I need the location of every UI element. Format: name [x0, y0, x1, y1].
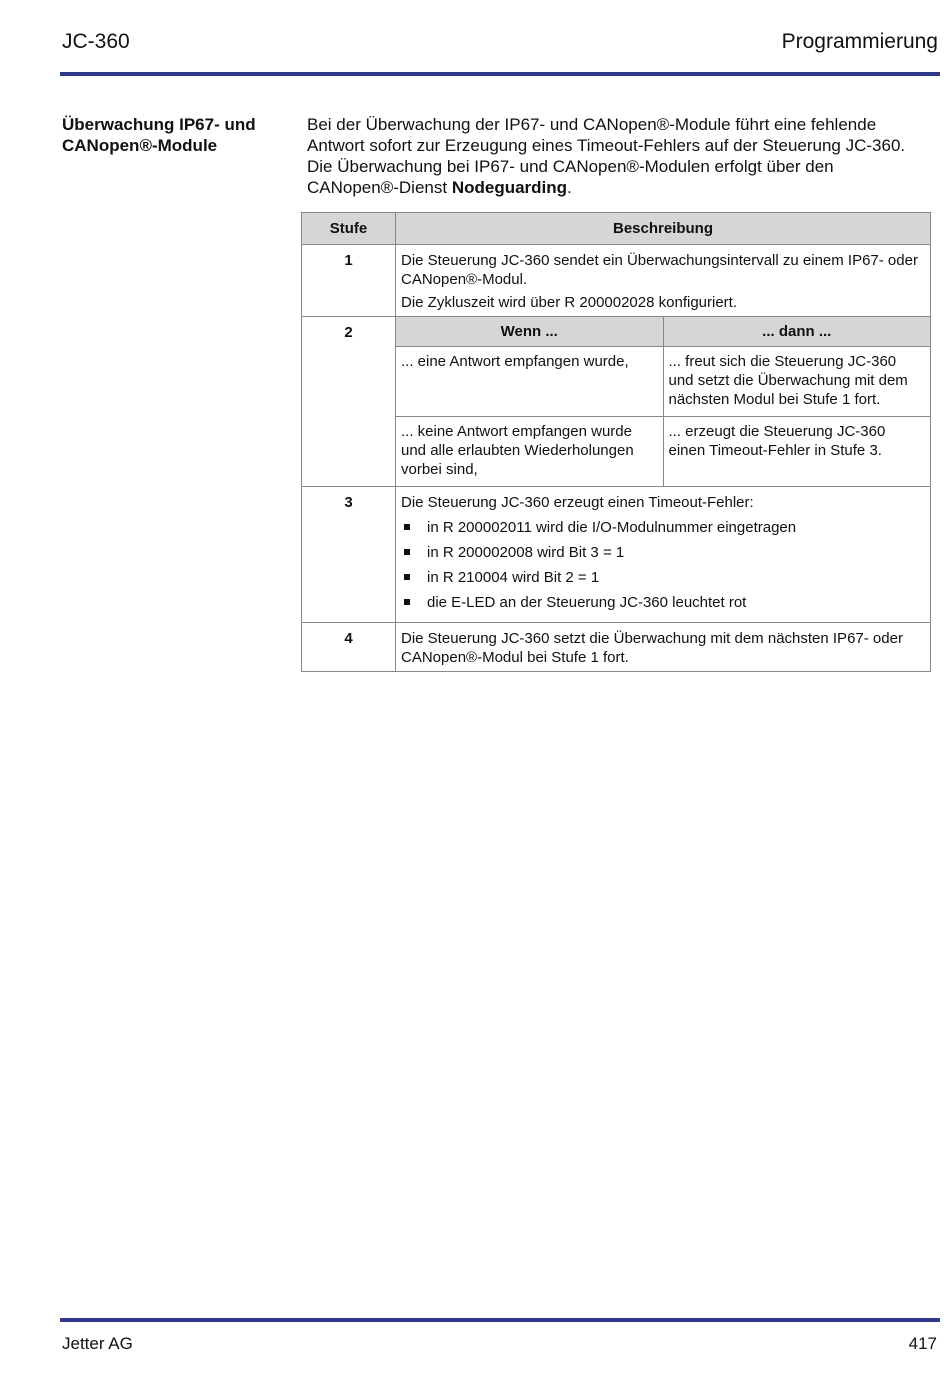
header-dann: ... dann ... — [663, 317, 930, 347]
bullet-list — [401, 518, 925, 612]
condition-then: ... freut sich die Steuerung JC-360 und setzt die Überwachung mit dem nächsten Modul bei Stufe 1 fort. — [663, 347, 930, 417]
condition-row — [396, 417, 930, 487]
list-item: in R 200002011 wird die I/O-Modulnummer eingetragen — [401, 518, 925, 537]
list-item: in R 210004 wird Bit 2 = 1 — [401, 568, 925, 587]
table-row — [302, 245, 931, 317]
intro-text: Bei der Überwachung der IP67- und CANopen®-Module führt eine fehlende Antwort sofort zur Erzeugung eines Timeout-Fehlers auf der Steuerung JC-360. Die Überwachung bei IP67- und CANopen®-Modulen erfolgt über den CANopen®-Dienst — [307, 115, 906, 197]
steps-table — [301, 212, 931, 672]
company-name: Jetter AG — [62, 1334, 133, 1353]
condition-then: ... erzeugt die Steuerung JC-360 einen Timeout-Fehler in Stufe 3. — [663, 417, 930, 487]
header-rule — [60, 72, 940, 76]
list-item: die E-LED an der Steuerung JC-360 leuchtet rot — [401, 593, 925, 612]
header-wenn: Wenn ... — [396, 317, 663, 347]
chapter-title: Programmierung — [781, 30, 938, 53]
step-number: 4 — [302, 623, 396, 672]
step1-line1: Die Steuerung JC-360 sendet ein Überwachungsintervall zu einem IP67- oder CANopen®-Modul. — [401, 252, 918, 288]
step-number: 3 — [302, 487, 396, 623]
step-description — [396, 623, 931, 672]
step-number: 2 — [302, 317, 396, 487]
intro-bold-term: Nodeguarding — [451, 178, 568, 197]
step-description — [396, 317, 931, 487]
condition-table — [396, 317, 930, 486]
header-beschreibung: Beschreibung — [396, 213, 931, 245]
intro-end: . — [567, 178, 572, 197]
table-row — [302, 623, 931, 672]
document-title: JC-360 — [62, 30, 130, 53]
step-description — [396, 245, 931, 317]
page-number: 417 — [908, 1334, 937, 1353]
table-row — [302, 487, 931, 623]
step4-text: Die Steuerung JC-360 setzt die Überwachung mit dem nächsten IP67- oder CANopen®-Modul bei Stufe 1 fort. — [401, 630, 903, 666]
step-number: 1 — [302, 245, 396, 317]
condition-if: ... keine Antwort empfangen wurde und alle erlaubten Wiederholungen vorbei sind, — [396, 417, 663, 487]
intro-paragraph — [307, 114, 927, 198]
table-header-row — [302, 213, 931, 245]
step-description — [396, 487, 931, 623]
step3-text: Die Steuerung JC-360 erzeugt einen Timeout-Fehler: — [401, 494, 754, 511]
condition-if: ... eine Antwort empfangen wurde, — [396, 347, 663, 417]
condition-header-row — [396, 317, 930, 347]
footer-rule — [60, 1318, 940, 1322]
list-item: in R 200002008 wird Bit 3 = 1 — [401, 543, 925, 562]
condition-row — [396, 347, 930, 417]
header-stufe: Stufe — [302, 213, 396, 245]
step1-line2: Die Zykluszeit wird über R 200002028 konfiguriert. — [401, 294, 737, 311]
table-row — [302, 317, 931, 487]
section-heading: Überwachung IP67- und CANopen®-Module — [62, 115, 256, 155]
